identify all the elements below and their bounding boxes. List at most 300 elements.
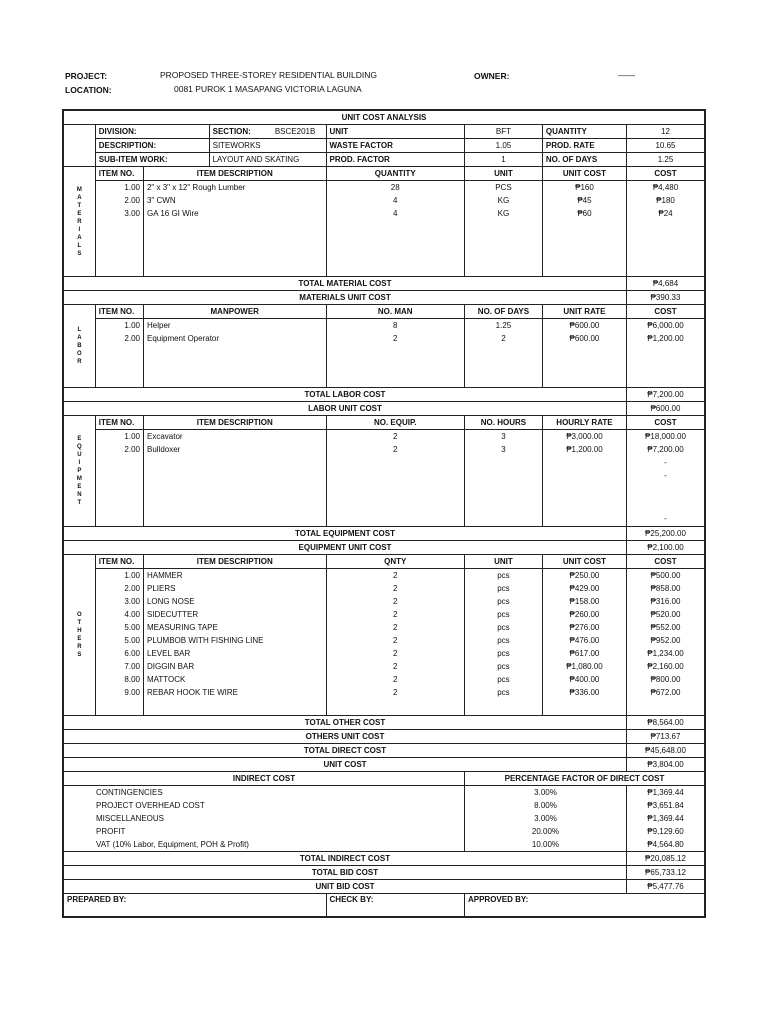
- others-item-description: PLUMBOB WITH FISHING LINE: [143, 634, 326, 647]
- equipment-side-letter: E: [77, 484, 82, 490]
- indirect-item-value: ₱9,129.60: [627, 825, 705, 838]
- labor-unit-cost-row: [64, 402, 705, 416]
- others-item-col3: 2: [326, 621, 464, 634]
- sub-item-label: SUB-ITEM WORK:: [95, 153, 209, 167]
- materials-filler-c5: [542, 220, 626, 277]
- others-item-col4: pcs: [464, 608, 542, 621]
- others-item-cost: ₱316.00: [627, 595, 705, 608]
- others-item-no: 1.00: [95, 569, 143, 583]
- indirect-item-label: MISCELLANEOUS: [64, 812, 465, 825]
- equipment-col-5: HOURLY RATE: [542, 416, 626, 430]
- sub-item-value: LAYOUT AND SKATING: [209, 153, 326, 167]
- equipment-header-row: [64, 416, 705, 430]
- materials-row: [64, 181, 705, 195]
- labor-item-description: Equipment Operator: [143, 332, 326, 345]
- indirect-header-row: [64, 772, 705, 786]
- materials-filler-row: [64, 220, 705, 277]
- owner-label: OWNER:: [474, 71, 510, 81]
- others-item-col4: pcs: [464, 621, 542, 634]
- labor-side-letter: A: [77, 335, 82, 341]
- others-row: [64, 673, 705, 686]
- others-row: [64, 634, 705, 647]
- labor-filler-cost: [627, 345, 705, 388]
- equipment-col-item-no: ITEM NO.: [95, 416, 143, 430]
- indirect-item-value: ₱1,369.44: [627, 786, 705, 800]
- labor-filler-row: [64, 345, 705, 388]
- labor-row: [64, 332, 705, 345]
- equipment-unit-cost-value: ₱2,100.00: [627, 541, 705, 555]
- equipment-filler-c5: [542, 456, 626, 527]
- materials-total-value: ₱4,684: [627, 277, 705, 291]
- equipment-item-col4: 3: [464, 430, 542, 444]
- others-row: [64, 582, 705, 595]
- others-col-description: ITEM DESCRIPTION: [143, 555, 326, 569]
- labor-item-col5: ₱600.00: [542, 319, 626, 333]
- equipment-item-no: 1.00: [95, 430, 143, 444]
- others-item-col4: pcs: [464, 647, 542, 660]
- direct-unit-cost-value: ₱3,804.00: [627, 758, 705, 772]
- others-item-description: PLIERS: [143, 582, 326, 595]
- materials-item-col3: 4: [326, 194, 464, 207]
- others-item-cost: ₱858.00: [627, 582, 705, 595]
- materials-col-5: UNIT COST: [542, 167, 626, 181]
- days-label: NO. OF DAYS: [542, 153, 626, 167]
- approved-by-field: APPROVED BY:: [464, 894, 704, 917]
- equipment-total-row: [64, 527, 705, 541]
- equipment-filler-desc: [143, 456, 326, 527]
- others-item-col3: 2: [326, 582, 464, 595]
- materials-row: [64, 207, 705, 220]
- labor-side-letter: O: [77, 351, 82, 357]
- others-item-no: 4.00: [95, 608, 143, 621]
- materials-item-col3: 4: [326, 207, 464, 220]
- equipment-item-description: Bulldoxer: [143, 443, 326, 456]
- others-item-cost: ₱552.00: [627, 621, 705, 634]
- others-row: [64, 608, 705, 621]
- others-unit-cost-row: [64, 730, 705, 744]
- description-label: DESCRIPTION:: [95, 139, 209, 153]
- location-value: 0081 PUROK 1 MASAPANG VICTORIA LAGUNA: [174, 84, 362, 94]
- labor-row: [64, 319, 705, 333]
- labor-filler-c5: [542, 345, 626, 388]
- labor-item-col4: 2: [464, 332, 542, 345]
- equipment-col-description: ITEM DESCRIPTION: [143, 416, 326, 430]
- others-filler-c5: [542, 699, 626, 716]
- labor-total-value: ₱7,200.00: [627, 388, 705, 402]
- others-item-col5: ₱1,080.00: [542, 660, 626, 673]
- materials-col-description: ITEM DESCRIPTION: [143, 167, 326, 181]
- labor-item-col4: 1.25: [464, 319, 542, 333]
- equipment-row: [64, 430, 705, 444]
- equipment-filler-c3: [326, 456, 464, 527]
- materials-item-col5: ₱60: [542, 207, 626, 220]
- unit-bid-cost-label: UNIT BID COST: [64, 880, 627, 894]
- labor-total-label: TOTAL LABOR COST: [64, 388, 627, 402]
- materials-unit-cost-value: ₱390.33: [627, 291, 705, 305]
- labor-item-description: Helper: [143, 319, 326, 333]
- indirect-item-label: PROJECT OVERHEAD COST: [64, 799, 465, 812]
- others-side-label: [64, 555, 96, 716]
- cost-table: [63, 110, 705, 917]
- division-label: DIVISION:: [95, 125, 209, 139]
- materials-side-letter: A: [77, 234, 82, 241]
- owner-value: ——: [618, 70, 635, 80]
- others-item-no: 7.00: [95, 660, 143, 673]
- others-item-col4: pcs: [464, 595, 542, 608]
- materials-unit-cost-label: MATERIALS UNIT COST: [64, 291, 627, 305]
- materials-col-3: QUANTITY: [326, 167, 464, 181]
- materials-item-no: 3.00: [95, 207, 143, 220]
- equipment-item-col5: ₱3,000.00: [542, 430, 626, 444]
- materials-side-label: [64, 167, 96, 277]
- others-header-row: [64, 555, 705, 569]
- others-item-col5: ₱617.00: [542, 647, 626, 660]
- labor-item-col3: 8: [326, 319, 464, 333]
- materials-side-letter: M: [76, 186, 82, 193]
- labor-item-cost: ₱1,200.00: [627, 332, 705, 345]
- others-item-col3: 2: [326, 660, 464, 673]
- others-side-letter: T: [77, 620, 82, 626]
- others-item-col3: 2: [326, 647, 464, 660]
- total-direct-cost-label: TOTAL DIRECT COST: [64, 744, 627, 758]
- equipment-dash: -: [664, 458, 667, 467]
- others-col-5: UNIT COST: [542, 555, 626, 569]
- indirect-row: [64, 825, 705, 838]
- total-indirect-cost-row: [64, 852, 705, 866]
- others-item-col4: pcs: [464, 634, 542, 647]
- unit-value: BFT: [464, 125, 542, 139]
- project-label: PROJECT:: [65, 71, 108, 81]
- others-total-row: [64, 716, 705, 730]
- indirect-item-value: ₱1,369.44: [627, 812, 705, 825]
- equipment-side-letter: M: [76, 476, 82, 482]
- others-item-col5: ₱429.00: [542, 582, 626, 595]
- materials-filler-cost: [627, 220, 705, 277]
- equipment-total-value: ₱25,200.00: [627, 527, 705, 541]
- total-bid-cost-row: [64, 866, 705, 880]
- others-item-col4: pcs: [464, 569, 542, 583]
- labor-filler-c3: [326, 345, 464, 388]
- others-side-letter: O: [77, 612, 82, 618]
- indirect-cost-header: INDIRECT COST: [64, 772, 465, 786]
- checked-by-field: CHECK BY:: [326, 894, 464, 917]
- others-item-col5: ₱336.00: [542, 686, 626, 699]
- indirect-item-percent: 8.00%: [464, 799, 626, 812]
- equipment-item-cost: ₱18,000.00: [627, 430, 705, 444]
- labor-col-3: NO. MAN: [326, 305, 464, 319]
- labor-total-row: [64, 388, 705, 402]
- unit-bid-cost-row: [64, 880, 705, 894]
- others-item-cost: ₱1,234.00: [627, 647, 705, 660]
- others-item-no: 2.00: [95, 582, 143, 595]
- indirect-item-label: PROFIT: [64, 825, 465, 838]
- section-value: BSCE201B: [274, 126, 316, 136]
- others-col-4: UNIT: [464, 555, 542, 569]
- others-item-no: 5.00: [95, 621, 143, 634]
- waste-factor-label: WASTE FACTOR: [326, 139, 464, 153]
- prepared-by-field: PREPARED BY:: [64, 894, 327, 917]
- total-indirect-cost-value: ₱20,085.12: [627, 852, 705, 866]
- materials-item-cost: ₱180: [627, 194, 705, 207]
- labor-item-col5: ₱600.00: [542, 332, 626, 345]
- others-item-col5: ₱400.00: [542, 673, 626, 686]
- materials-row: [64, 194, 705, 207]
- materials-side-letter: S: [77, 250, 82, 257]
- prod-rate-value: 10.65: [627, 139, 705, 153]
- direct-unit-cost-label: UNIT COST: [64, 758, 627, 772]
- others-side-letter: H: [77, 628, 82, 634]
- others-filler-row: [64, 699, 705, 716]
- total-indirect-cost-label: TOTAL INDIRECT COST: [64, 852, 627, 866]
- others-filler-c3: [326, 699, 464, 716]
- labor-filler-c4: [464, 345, 542, 388]
- equipment-item-col3: 2: [326, 430, 464, 444]
- others-item-description: REBAR HOOK TIE WIRE: [143, 686, 326, 699]
- equipment-side-letter: I: [78, 460, 81, 466]
- materials-col-4: UNIT: [464, 167, 542, 181]
- others-unit-cost-label: OTHERS UNIT COST: [64, 730, 627, 744]
- others-col-3: QNTY: [326, 555, 464, 569]
- equipment-side-letter: T: [77, 500, 82, 506]
- project-name: PROPOSED THREE-STOREY RESIDENTIAL BUILDING: [160, 70, 377, 80]
- others-item-no: 6.00: [95, 647, 143, 660]
- total-direct-cost-value: ₱45,648.00: [627, 744, 705, 758]
- others-item-description: MATTOCK: [143, 673, 326, 686]
- unit-cost-sheet: [62, 109, 706, 918]
- unit-label: UNIT: [326, 125, 464, 139]
- others-col-cost: COST: [627, 555, 705, 569]
- materials-item-col5: ₱160: [542, 181, 626, 195]
- others-side-letter: S: [77, 652, 82, 658]
- equipment-side-letter: Q: [77, 444, 82, 450]
- others-filler-c4: [464, 699, 542, 716]
- equipment-filler-row: [64, 456, 705, 527]
- labor-item-no: 1.00: [95, 319, 143, 333]
- labor-col-description: MANPOWER: [143, 305, 326, 319]
- others-item-col5: ₱276.00: [542, 621, 626, 634]
- others-item-col4: pcs: [464, 660, 542, 673]
- indirect-row: [64, 799, 705, 812]
- materials-item-description: GA 16 GI Wire: [143, 207, 326, 220]
- equipment-item-no: 2.00: [95, 443, 143, 456]
- indirect-row: [64, 812, 705, 825]
- others-side-letter: E: [77, 636, 82, 642]
- indirect-item-percent: 3.00%: [464, 786, 626, 800]
- others-item-col4: pcs: [464, 582, 542, 595]
- labor-filler-desc: [143, 345, 326, 388]
- others-item-col5: ₱260.00: [542, 608, 626, 621]
- labor-col-cost: COST: [627, 305, 705, 319]
- labor-unit-cost-value: ₱600.00: [627, 402, 705, 416]
- materials-side-letter: E: [77, 210, 82, 217]
- quantity-value: 12: [627, 125, 705, 139]
- others-side-letter: R: [77, 644, 82, 650]
- percentage-factor-header: PERCENTAGE FACTOR OF DIRECT COST: [464, 772, 704, 786]
- labor-col-item-no: ITEM NO.: [95, 305, 143, 319]
- labor-filler-no: [95, 345, 143, 388]
- equipment-unit-cost-row: [64, 541, 705, 555]
- equipment-dash: -: [664, 514, 667, 523]
- others-item-col5: ₱476.00: [542, 634, 626, 647]
- equipment-dash: -: [664, 471, 667, 480]
- materials-item-col4: PCS: [464, 181, 542, 195]
- indirect-item-percent: 3.00%: [464, 812, 626, 825]
- total-direct-cost-row: [64, 744, 705, 758]
- materials-item-col3: 28: [326, 181, 464, 195]
- indirect-row: [64, 838, 705, 852]
- indirect-item-label: VAT (10% Labor, Equipment, POH & Profit): [64, 838, 465, 852]
- others-item-description: LONG NOSE: [143, 595, 326, 608]
- equipment-col-cost: COST: [627, 416, 705, 430]
- labor-col-4: NO. OF DAYS: [464, 305, 542, 319]
- others-item-col5: ₱158.00: [542, 595, 626, 608]
- others-item-no: 9.00: [95, 686, 143, 699]
- materials-unit-cost-row: [64, 291, 705, 305]
- equipment-side-letter: E: [77, 436, 82, 442]
- others-item-cost: ₱2,160.00: [627, 660, 705, 673]
- equipment-side-letter: U: [77, 452, 82, 458]
- equipment-row: [64, 443, 705, 456]
- others-col-item-no: ITEM NO.: [95, 555, 143, 569]
- materials-item-no: 1.00: [95, 181, 143, 195]
- others-item-cost: ₱800.00: [627, 673, 705, 686]
- equipment-side-label: [64, 416, 96, 527]
- waste-factor-value: 1.05: [464, 139, 542, 153]
- materials-filler-c4: [464, 220, 542, 277]
- total-bid-cost-label: TOTAL BID COST: [64, 866, 627, 880]
- others-item-col3: 2: [326, 569, 464, 583]
- indirect-item-percent: 10.00%: [464, 838, 626, 852]
- others-item-col4: pcs: [464, 686, 542, 699]
- materials-filler-desc: [143, 220, 326, 277]
- equipment-item-cost: ₱7,200.00: [627, 443, 705, 456]
- labor-col-5: UNIT RATE: [542, 305, 626, 319]
- materials-total-label: TOTAL MATERIAL COST: [64, 277, 627, 291]
- labor-side-label: [64, 305, 96, 388]
- others-item-description: HAMMER: [143, 569, 326, 583]
- equipment-item-col3: 2: [326, 443, 464, 456]
- others-row: [64, 569, 705, 583]
- equipment-filler-no: [95, 456, 143, 527]
- indirect-item-value: ₱3,651.84: [627, 799, 705, 812]
- others-row: [64, 686, 705, 699]
- others-row: [64, 621, 705, 634]
- equipment-item-col4: 3: [464, 443, 542, 456]
- equipment-side-letter: P: [77, 468, 82, 474]
- info-spacer: [64, 125, 96, 167]
- section-label: SECTION:: [212, 126, 251, 136]
- others-item-cost: ₱520.00: [627, 608, 705, 621]
- others-item-col3: 2: [326, 673, 464, 686]
- materials-item-col4: KG: [464, 194, 542, 207]
- others-row: [64, 660, 705, 673]
- materials-col-item-no: ITEM NO.: [95, 167, 143, 181]
- materials-side-letter: A: [77, 194, 82, 201]
- unit-bid-cost-value: ₱5,477.76: [627, 880, 705, 894]
- others-item-col3: 2: [326, 608, 464, 621]
- materials-item-col5: ₱45: [542, 194, 626, 207]
- materials-item-col4: KG: [464, 207, 542, 220]
- others-item-description: MEASURING TAPE: [143, 621, 326, 634]
- others-filler-desc: [143, 699, 326, 716]
- equipment-col-3: NO. EQUIP.: [326, 416, 464, 430]
- labor-header-row: [64, 305, 705, 319]
- equipment-item-description: Excavator: [143, 430, 326, 444]
- others-item-description: DIGGIN BAR: [143, 660, 326, 673]
- prod-rate-label: PROD. RATE: [542, 139, 626, 153]
- others-item-col5: ₱250.00: [542, 569, 626, 583]
- labor-side-letter: R: [77, 359, 82, 365]
- indirect-item-label: CONTINGENCIES: [64, 786, 465, 800]
- materials-col-cost: COST: [627, 167, 705, 181]
- equipment-total-label: TOTAL EQUIPMENT COST: [64, 527, 627, 541]
- section-cell: [209, 125, 326, 139]
- labor-unit-cost-label: LABOR UNIT COST: [64, 402, 627, 416]
- equipment-filler-c4: [464, 456, 542, 527]
- others-item-description: SIDECUTTER: [143, 608, 326, 621]
- indirect-item-percent: 20.00%: [464, 825, 626, 838]
- prod-factor-label: PROD. FACTOR: [326, 153, 464, 167]
- total-bid-cost-value: ₱65,733.12: [627, 866, 705, 880]
- location-label: LOCATION:: [65, 85, 112, 95]
- prod-factor-value: 1: [464, 153, 542, 167]
- sheet-title: UNIT COST ANALYSIS: [64, 111, 705, 125]
- labor-item-col3: 2: [326, 332, 464, 345]
- materials-total-row: [64, 277, 705, 291]
- materials-item-no: 2.00: [95, 194, 143, 207]
- others-item-col3: 2: [326, 595, 464, 608]
- materials-item-cost: ₱24: [627, 207, 705, 220]
- others-item-no: 5.00: [95, 634, 143, 647]
- others-item-col3: 2: [326, 634, 464, 647]
- others-item-cost: ₱500.00: [627, 569, 705, 583]
- materials-side-letter: R: [77, 218, 82, 225]
- labor-side-letter: B: [77, 343, 82, 349]
- materials-item-description: 2" x 3" x 12" Rough Lumber: [143, 181, 326, 195]
- materials-side-letter: L: [77, 242, 82, 249]
- others-total-label: TOTAL OTHER COST: [64, 716, 627, 730]
- others-item-no: 3.00: [95, 595, 143, 608]
- equipment-filler-cost: [627, 456, 705, 527]
- materials-side-letter: T: [77, 202, 82, 209]
- others-item-col3: 2: [326, 686, 464, 699]
- indirect-row: [64, 786, 705, 800]
- equipment-unit-cost-label: EQUIPMENT UNIT COST: [64, 541, 627, 555]
- others-row: [64, 595, 705, 608]
- materials-item-description: 3" CWN: [143, 194, 326, 207]
- others-item-cost: ₱952.00: [627, 634, 705, 647]
- others-row: [64, 647, 705, 660]
- equipment-side-letter: N: [77, 492, 82, 498]
- materials-filler-c3: [326, 220, 464, 277]
- signature-row: [64, 894, 705, 917]
- others-item-col4: pcs: [464, 673, 542, 686]
- indirect-item-value: ₱4,564.80: [627, 838, 705, 852]
- others-total-value: ₱8,564.00: [627, 716, 705, 730]
- others-unit-cost-value: ₱713.67: [627, 730, 705, 744]
- others-filler-no: [95, 699, 143, 716]
- others-item-description: LEVEL BAR: [143, 647, 326, 660]
- materials-filler-no: [95, 220, 143, 277]
- days-value: 1.25: [627, 153, 705, 167]
- labor-item-no: 2.00: [95, 332, 143, 345]
- direct-unit-cost-row: [64, 758, 705, 772]
- others-filler-cost: [627, 699, 705, 716]
- quantity-label: QUANTITY: [542, 125, 626, 139]
- labor-side-letter: L: [77, 327, 82, 333]
- description-value: SITEWORKS: [209, 139, 326, 153]
- materials-item-cost: ₱4,480: [627, 181, 705, 195]
